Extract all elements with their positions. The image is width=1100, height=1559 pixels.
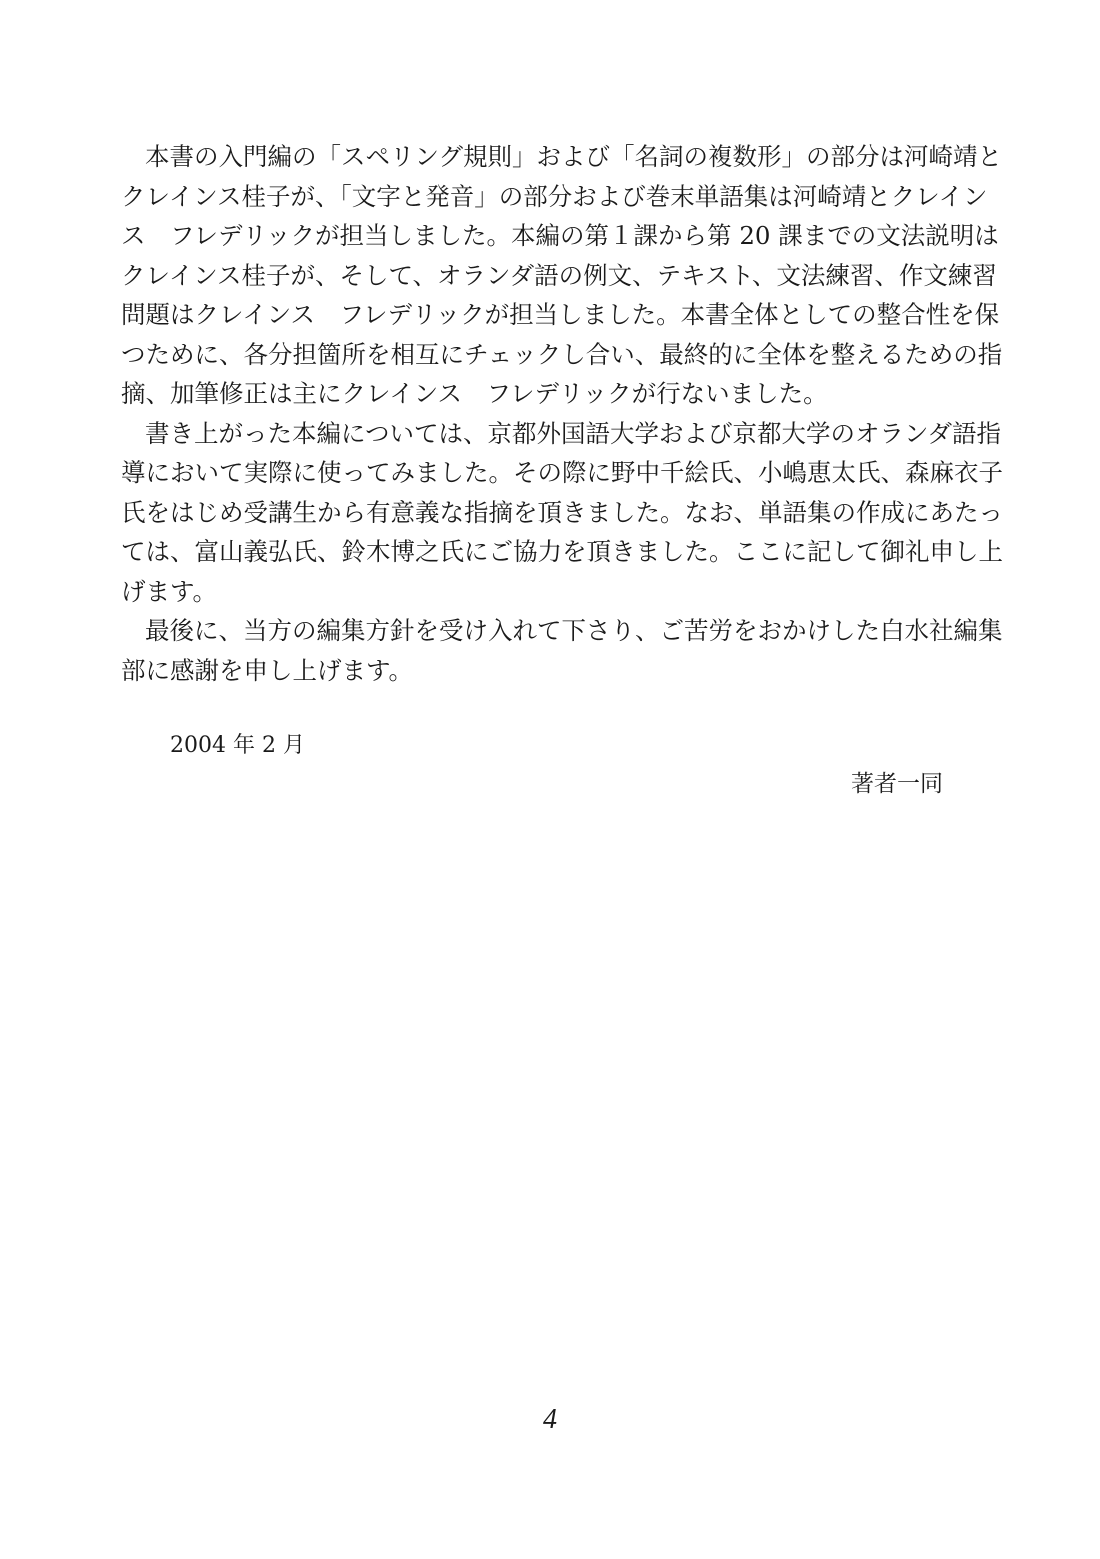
paragraph-1 bbox=[121, 137, 1003, 414]
body-text bbox=[121, 137, 1003, 690]
text-line: 摘、加筆修正は主にクレインス フレデリックが行ないました。 bbox=[121, 379, 828, 408]
text-line: 最後に、当方の編集方針を受け入れて下さり、ご苦労をおかけした白水社編集 bbox=[145, 616, 1003, 645]
text-line: ては、富山義弘氏、鈴木博之氏にご協力を頂きました。ここに記して御礼申し上 bbox=[121, 537, 1003, 566]
page-number: 4 bbox=[543, 1404, 557, 1435]
text-line: クレインス桂子が、そして、オランダ語の例文、テキスト、文法練習、作文練習 bbox=[121, 260, 997, 290]
paragraph-2 bbox=[121, 414, 1003, 612]
text-line: げます。 bbox=[121, 576, 218, 606]
text-line: 部に感謝を申し上げます。 bbox=[121, 655, 414, 685]
text-line: 書き上がった本編については、京都外国語大学および京都大学のオランダ語指 bbox=[145, 418, 1002, 448]
text-line: 本書の入門編の「スペリング規則」および「名詞の複数形」の部分は河崎靖と bbox=[145, 142, 1003, 171]
text-line: 氏をはじめ受講生から有意義な指摘を頂きました。なお、単語集の作成にあたっ bbox=[121, 497, 1003, 527]
author-signature: 著者一同 bbox=[851, 771, 943, 797]
text-line: クレインス桂子が、「文字と発音」の部分および巻末単語集は河崎靖とクレイン bbox=[121, 181, 988, 211]
text-line: 問題はクレインス フレデリックが担当しました。本書全体としての整合性を保 bbox=[121, 300, 1000, 329]
text-line: ス フレデリックが担当しました。本編の第１課から第 20 課までの文法説明は bbox=[121, 221, 999, 250]
text-line: つために、各分担箇所を相互にチェックし合い、最終的に全体を整えるための指 bbox=[121, 339, 1003, 369]
paragraph-3 bbox=[121, 611, 1003, 690]
date-line: 2004 年 2 月 bbox=[170, 733, 305, 758]
text-line: 導において実際に使ってみました。その際に野中千絵氏、小嶋恵太氏、森麻衣子 bbox=[121, 458, 1003, 487]
